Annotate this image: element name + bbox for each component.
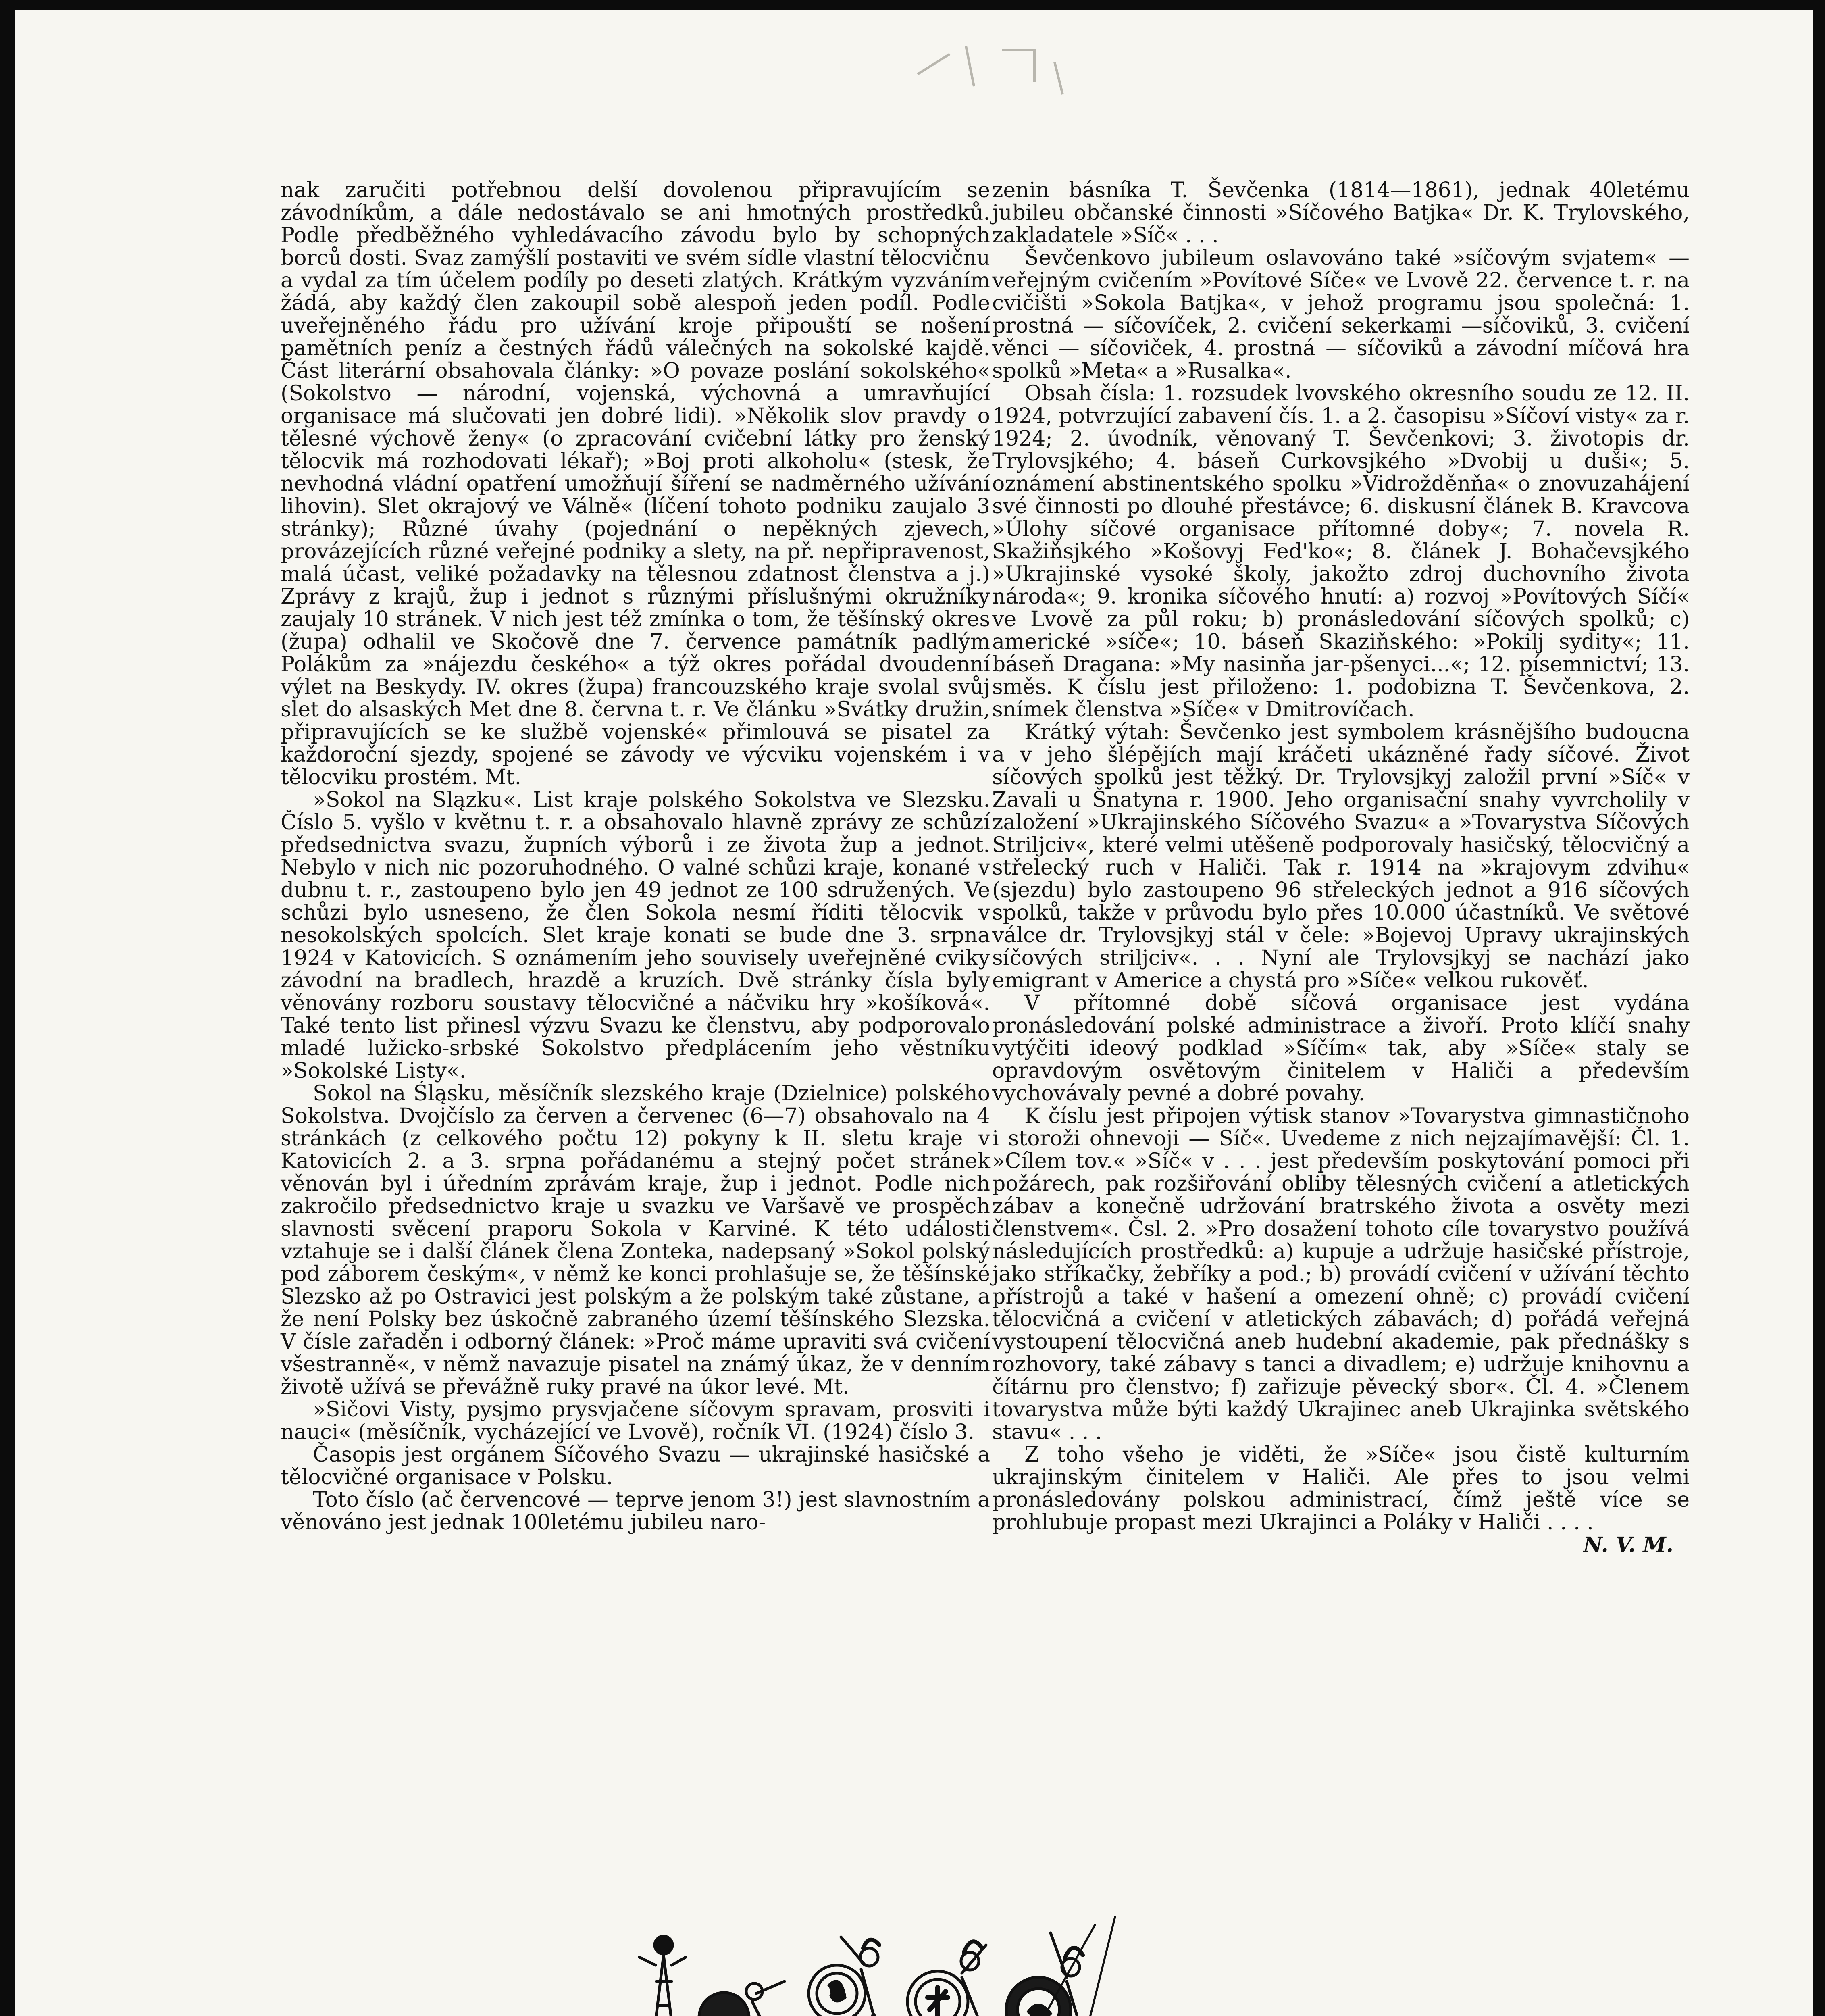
right-column [992, 179, 1690, 1556]
paragraph-left-6: Toto číslo (ač červencové — teprve jenom 3!) jest slavnostním a věnováno jest jednak 100letému jubileu naro- [281, 1488, 990, 1535]
signature: N. V. M. [1583, 1533, 1673, 1557]
left-column [281, 179, 990, 1534]
paragraph-right-1: zenin básníka T. Ševčenka (1814—1861), jednak 40letému jubileu občanské činnosti »Síčového Batjka« Dr. K. Trylovského, zakladatele »Síč« . . . [992, 178, 1690, 248]
paragraph-right-5: V přítomné době síčová organisace jest vydána pronásledování polské administrace a živoří. Proto klíčí snahy vytýčiti ideový podklad »Síčím« tak, aby »Síče« staly se opravdovým osvětovým činitelem v Haliči a především vychovávaly pevné a dobré povahy. [992, 991, 1690, 1106]
paragraph-left-5: Časopis jest orgánem Síčového Svazu — ukrajinské hasičské a tělocvičné organisace v Polsku. [281, 1443, 990, 1489]
paragraph-left-4: »Sičovi Visty, pysjmo prysvjačene síčovym spravam, prosviti i nauci« (měsíčník, vycházející ve Lvově), ročník VI. (1924) číslo 3. [281, 1397, 990, 1444]
paragraph-right-3: Obsah čísla: 1. rozsudek lvovského okresního soudu ze 12. II. 1924, potvrzující zabavení čís. 1. a 2. časopisu »Síčoví visty« za r. 1924; 2. úvodník, věnovaný T. Ševčenkovi; 3. životopis dr. Trylovsjkého; 4. báseň Curkovsjkého »Dvobij u duši«; 5. oznámení abstinentského spolku »Vidrožděnňa« o znovuzahájení své činnosti po dlouhé přestávce; 6. diskusní článek B. Kravcova »Úlohy síčové organisace přítomné doby«; 7. novela R. Skažiňsjkého »Košovyj Fed'ko«; 8. článek J. Bohačevsjkého »Ukrajinské vysoké školy, jakožto zdroj duchovního života národa«; 9. kronika síčového hnutí: a) rozvoj »Povítových Síčí« ve Lvově za půl roku; b) pronásledování síčových spolků; c) americké »síče«; 10. báseň Skaziňského: »Pokilj sydity«; 11. báseň Dragana: »My nasinňa jar-pšenyci...«; 12. písemnictví; 13. směs. K číslu jest přiloženo: 1. podobizna T. Ševčenkova, 2. snímek členstva »Síče« v Dmitrovíčach. [992, 381, 1690, 722]
paragraph-left-2: »Sokol na Slązku«. List kraje polského Sokolstva ve Slezsku. Číslo 5. vyšlo v květnu t. r. a obsahovalo hlavně zprávy ze schůzí předsednictva svazu, župních výborů i ze života žup a jednot. Nebylo v nich nic pozoruhodného. O valné schůzi kraje, konané v dubnu t. r., zastoupeno bylo jen 49 jednot ze 100 sdružených. Ve schůzi bylo usneseno, že člen Sokola nesmí říditi tělocvik v nesokolských spolcích. Slet kraje konati se bude dne 3. srpna 1924 v Katovicích. S oznámením jeho souvisely uveřejněné cviky závodní na bradlech, hrazdě a kruzích. Dvě stránky čísla byly věnovány rozboru soustavy tělocvičné a náčviku hry »košíková«. Také tento list přinesl výzvu Svazu ke členstvu, aby podporovalo mladé lužicko-srbské Sokolstvo předplácením jeho věstníku »Sokolské Listy«. [281, 788, 990, 1083]
bleed-through-marks [901, 38, 1079, 98]
paragraph-left-3: Sokol na Śląsku, měsíčník slezského kraje (Dzielnice) polského Sokolstva. Dvojčíslo za červen a červenec (6—7) obsahovalo na 4 stránkách (z celkového počtu 12) pokyny k II. sletu kraje v Katovicích 2. a 3. srpna pořádanému a stejný počet stránek věnován byl i úředním zprávám kraje, žup i jednot. Podle nich zakročilo předsednictvo kraje u svazku ve Varšavě ve prospěch slavnosti svěcení praporu Sokola v Karviné. K této události vztahuje se i další článek člena Zonteka, nadepsaný »Sokol polský pod záborem českým«, v němž ke konci prohlašuje se, že těšínské Slezsko až po Ostravici jest polským a že polským také zůstane, a že není Polsky bez úskočně zabraného území těšínského Slezska. V čísle zařaděn i odborný článek: »Proč máme upraviti svá cvičení všestranně«, v němž navazuje pisatel na známý úkaz, že v denním životě užívá se převážně ruky pravé na úkor levé. Mt. [281, 1081, 990, 1399]
paragraph-right-7: Z toho všeho je viděti, že »Síče« jsou čistě kulturním ukrajinským činitelem v Haliči. Ale přes to jsou velmi pronásledovány polskou administrací, čímž ještě více se prohlubuje propast mezi Ukrajinci a Poláky v Haliči . . . . [992, 1443, 1690, 1535]
paragraph-right-2: Ševčenkovo jubileum oslavováno také »síčovým svjatem« — veřejným cvičením »Povítové Síče« ve Lvově 22. července t. r. na cvičišti »Sokola Batjka«, v jehož programu jsou společná: 1. prostná — síčovíček, 2. cvičení sekerkami —síčoviků, 3. cvičení věnci — síčoviček, 4. prostná — síčoviků a závodní míčová hra spolků »Meta« a »Rusalka«. [992, 246, 1690, 383]
paragraph-left-1: nak zaručiti potřebnou delší dovolenou připravujícím se závodníkům, a dále nedostávalo se ani hmotných prostředků. Podle předběžného vyhledávacího závodu bylo by schopných borců dosti. Svaz zamýšlí postaviti ve svém sídle vlastní tělocvičnu a vydal za tím účelem podíly po deseti zlatých. Krátkým vyzváním žádá, aby každý člen zakoupil sobě alespoň jeden podíl. Podle uveřejněného řádu pro užívání kroje připouští se nošení pamětních peníz a čestných řádů válečných na sokolské kajdě. Část literární obsahovala články: »O povaze poslání sokolského« (Sokolstvo — národní, vojenská, výchovná a umravňující organisace má slučovati jen dobré lidi). »Několik slov pravdy o tělesné výchově ženy« (o zpracování cvičební látky pro ženský tělocvik má rozhodovati lékař); »Boj proti alkoholu« (stesk, že nevhodná vládní opatření umožňují šíření se nadměrného užívání lihovin). Slet okrajový ve Válně« (líčení tohoto podniku zaujalo 3 stránky); Různé úvahy (pojednání o nepěkných zjevech, provázejících různé veřejné podniky a slety, na př. nepřipravenost, malá účast, veliké požadavky na tělesnou zdatnost členstva a j.) Zprávy z krajů, žup i jednot s různými příslušnými okružníky zaujaly 10 stránek. V nich jest též zmínka o tom, že těšínský okres (župa) odhalil ve Skočově dne 7. července památník padlým Polákům za »nájezdu českého« a týž okres pořádal dvoudenní výlet na Beskydy. IV. okres (župa) francouzského kraje svolal svůj slet do alsaských Met dne 8. června t. r. Ve článku »Svátky družin, připravujících se ke službě vojenské« přimlouvá se pisatel za každoroční sjezdy, spojené se závody ve výcviku vojenském i v tělocviku prostém. Mt. [281, 178, 990, 789]
page-sheet [15, 10, 1813, 2016]
paragraph-right-4: Krátký výtah: Ševčenko jest symbolem krásnějšího budoucna a v jeho šlépějích mají kráčeti ukázněné řady síčové. Život síčových spolků jest těžký. Dr. Trylovsjkyj založil první »Síč« v Zavali u Šnatyna r. 1900. Jeho organisační snahy vyvrcholily v založení »Ukrajinského Síčového Svazu« a »Tovarystva Síčových Striljciv«, které velmi utěšeně podporovaly hasičský, tělocvičný a střelecký ruch v Haliči. Tak r. 1914 na »krajovym zdvihu« (sjezdu) bylo zastoupeno 96 střeleckých jednot a 916 síčových spolků, takže v průvodu bylo přes 10.000 účastníků. Ve světové válce dr. Trylovsjkyj stál v čele: »Bojevoj Upravy ukrajinských síčových striljciv«. . . Nyní ale Trylovsjkyj se nachází jako emigrant v Americe a chystá pro »Síče« velkou rukověť. [992, 720, 1690, 993]
paragraph-right-6: K číslu jest připojen výtisk stanov »Tovarystva gimnastičnoho i storoži ohnevoji — Síč«. Uvedeme z nich nejzajímavější: Čl. 1. »Cílem tov.« »Síč« v . . . jest především poskytování pomoci při požárech, pak rozšiřování obliby tělesných cvičení a atletických zábav a konečně udržování bratrského života a osvěty mezi členstvem«. Čsl. 2. »Pro dosažení tohoto cíle tovarystvo používá následujících prostředků: a) kupuje a udržuje hasičské přístroje, jako stříkačky, žebříky a pod.; b) provádí cvičení v užívání těchto přístrojů a také v hašení a omezení ohně; c) provádí cvičení tělocvičná a cvičení v atletických zábavách; d) pořádá veřejná vystoupení tělocvičná aneb hudební akademie, pak přednášky s rozhovory, také zábavy s tanci a divadlem; e) udržuje knihovnu a čítárnu pro členstvo; f) zařizuje pěvecký sbor«. Čl. 4. »Členem tovarystva může býti každý Ukrajinec aneb Ukrajinka světského stavu« . . . [992, 1104, 1690, 1444]
greek-warriors-illustration [631, 1901, 1143, 2016]
